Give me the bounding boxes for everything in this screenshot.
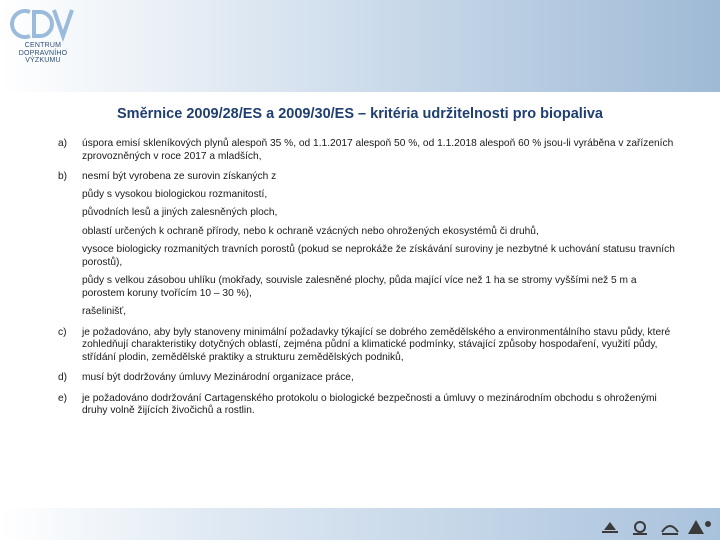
cdv-logo-icon [8,4,78,44]
sub-item: původních lesů a jiných zalesněných ploch, [82,207,278,218]
item-letter: b) [58,171,68,182]
item-letter: d) [58,372,68,383]
sub-item: vysoce biologicky rozmanitých travních porostů (pokud se neprokáže že získávání suroviny je nezbytné k uchování statusu travních porostů), [82,244,675,268]
partner-logo-4-icon [688,520,711,534]
partner-logo-3-icon [662,526,678,535]
list-item-d [58,372,678,385]
item-text: nesmí být vyrobena ze surovin získaných z [82,171,277,182]
item-text: je požadováno, aby byly stanoveny minimální požadavky týkající se dobrého zemědělského a environmentálního stavu půdy, které zohledňují charakteristiky dotyčných oblastí, zejména půdní a klimatické podmínky, stávající způsoby hospodaření, využití půdy, střídání plodin, zemědělské praktiky a strukturu zemědělských podniků, [82,326,671,363]
item-letter: e) [58,392,68,404]
header-band [0,0,720,92]
footer-partner-logos [600,516,716,538]
partner-logo-2-icon [633,522,647,535]
logo-line-2: DOPRAVNÍHO [18,49,68,57]
list-item-e [58,393,678,418]
criteria-list [58,138,678,418]
item-letter: c) [58,326,67,338]
slide-title: Směrnice 2009/28/ES a 2009/30/ES – kritéria udržitelnosti pro biopaliva [117,106,603,122]
list-item-c [58,327,678,365]
sub-item: půdy s velkou zásobou uhlíku (mokřady, souvisle zalesněné plochy, půda mající více než 1 ha se stromy vyššími než 5 m a porostem koruny tvořícím 10 – 30 %), [82,275,637,299]
sub-item: půdy s vysokou biologickou rozmanitostí, [82,188,268,200]
cdv-logo [8,4,78,70]
list-item-b [58,171,678,184]
item-text: úspora emisí skleníkových plynů alespoň 35 %, od 1.1.2017 alespoň 50 %, od 1.1.2018 alespoň 60 % jsou-li vyráběna v zařízeních zprovozněných v roce 2017 a mladších, [82,138,674,162]
list-item-a [58,138,678,163]
item-letter: a) [58,138,68,149]
item-text: musí být dodržovány úmluvy Mezinárodní organizace práce, [82,372,354,383]
item-text: je požadováno dodržování Cartagenského protokolu o biologické bezpečnosti a úmluvy o mezinárodním obchodu s ohroženými druhy volně žijících živočichů a rostlin. [82,392,657,416]
sub-item: oblastí určených k ochraně přírody, nebo k ochraně vzácných nebo ohrožených ekosystémů či druhů, [82,225,539,237]
logo-line-1: CENTRUM [24,42,62,49]
sub-item: rašelinišť, [82,306,127,317]
logo-text [10,42,76,65]
logo-line-3: VÝZKUMU [25,57,61,64]
partner-logo-1-icon [602,522,618,533]
